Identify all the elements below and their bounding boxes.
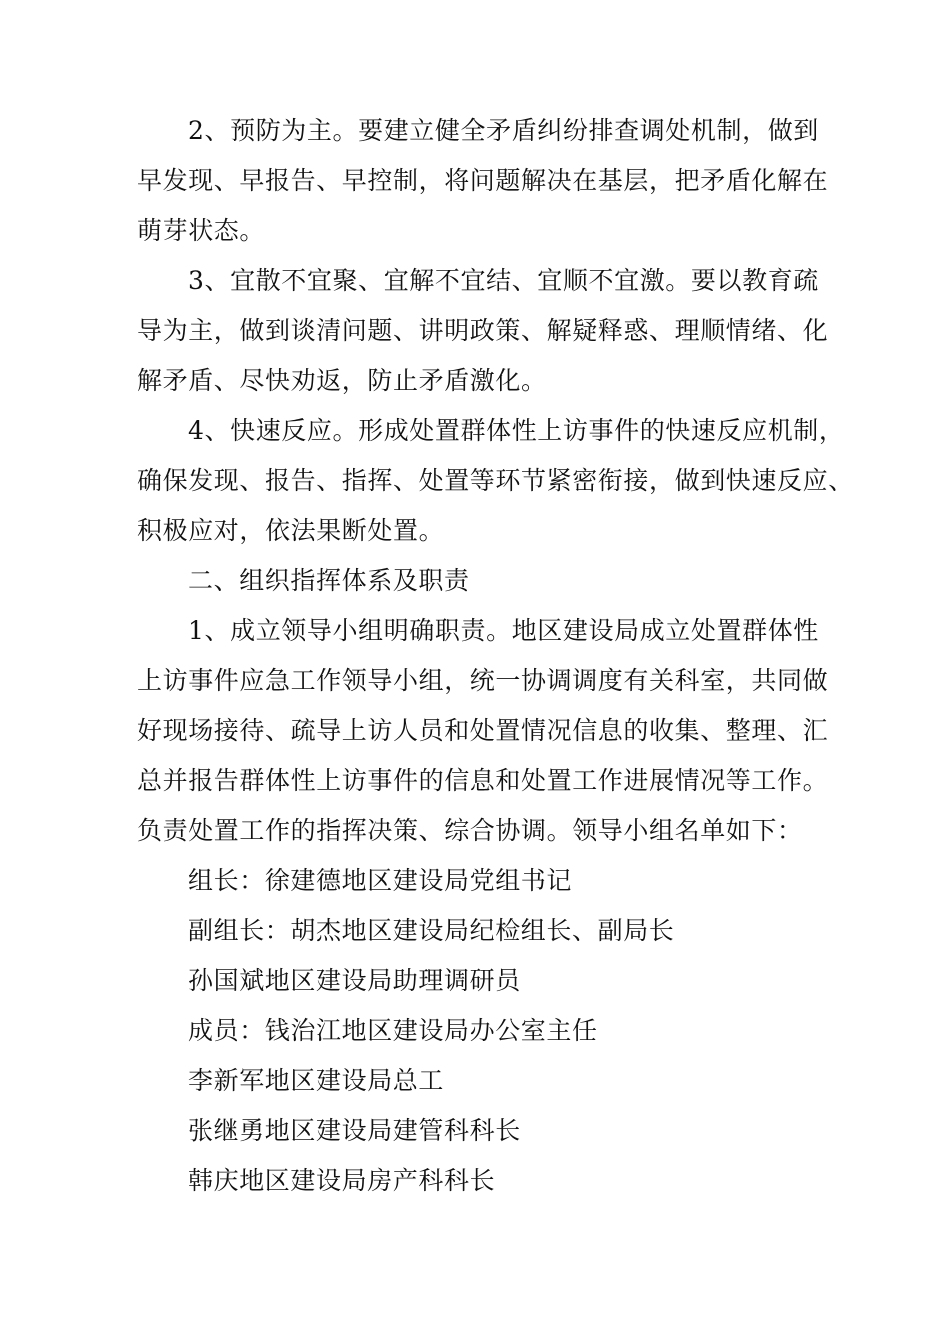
- paragraph-3-line-2: 导为主，做到谈清问题、讲明政策、解疑释惑、理顺情绪、化: [137, 316, 829, 345]
- paragraph-4-line-3: 积极应对，依法果断处置。: [137, 516, 445, 545]
- paragraph-1-line-4: 总并报告群体性上访事件的信息和处置工作进展情况等工作。: [137, 766, 829, 795]
- paragraph-3-line-1: 3、宜散不宜聚、宜解不宜结、宜顺不宜激。要以教育疏: [188, 266, 819, 295]
- paragraph-1-line-1: 1、成立领导小组明确职责。地区建设局成立处置群体性: [188, 616, 819, 645]
- member-2: 李新军地区建设局总工: [188, 1066, 445, 1095]
- paragraph-2-line-3: 萌芽状态。: [137, 216, 266, 245]
- paragraph-3-line-3: 解矛盾、尽快劝返，防止矛盾激化。: [137, 366, 547, 395]
- paragraph-1-line-2: 上访事件应急工作领导小组，统一协调调度有关科室，共同做: [137, 666, 829, 695]
- section-heading: 二、组织指挥体系及职责: [188, 566, 470, 595]
- paragraph-2-line-2: 早发现、早报告、早控制，将问题解决在基层，把矛盾化解在: [137, 166, 829, 195]
- paragraph-2-line-1: 2、预防为主。要建立健全矛盾纠纷排查调处机制，做到: [188, 116, 819, 145]
- member-deputy-leader: 副组长：胡杰地区建设局纪检组长、副局长: [188, 916, 675, 945]
- member-4: 韩庆地区建设局房产科科长: [188, 1166, 496, 1195]
- paragraph-4-line-1: 4、快速反应。形成处置群体性上访事件的快速反应机制，: [188, 416, 845, 445]
- member-leader: 组长：徐建德地区建设局党组书记: [188, 866, 573, 895]
- member-first-member: 成员：钱治江地区建设局办公室主任: [188, 1016, 598, 1045]
- member-3: 张继勇地区建设局建管科科长: [188, 1116, 521, 1145]
- paragraph-4-line-2: 确保发现、报告、指挥、处置等环节紧密衔接，做到快速反应、: [137, 466, 854, 495]
- paragraph-1-line-5: 负责处置工作的指挥决策、综合协调。领导小组名单如下：: [137, 816, 803, 845]
- paragraph-1-line-3: 好现场接待、疏导上访人员和处置情况信息的收集、整理、汇: [137, 716, 829, 745]
- member-deputy-2: 孙国斌地区建设局助理调研员: [188, 966, 521, 995]
